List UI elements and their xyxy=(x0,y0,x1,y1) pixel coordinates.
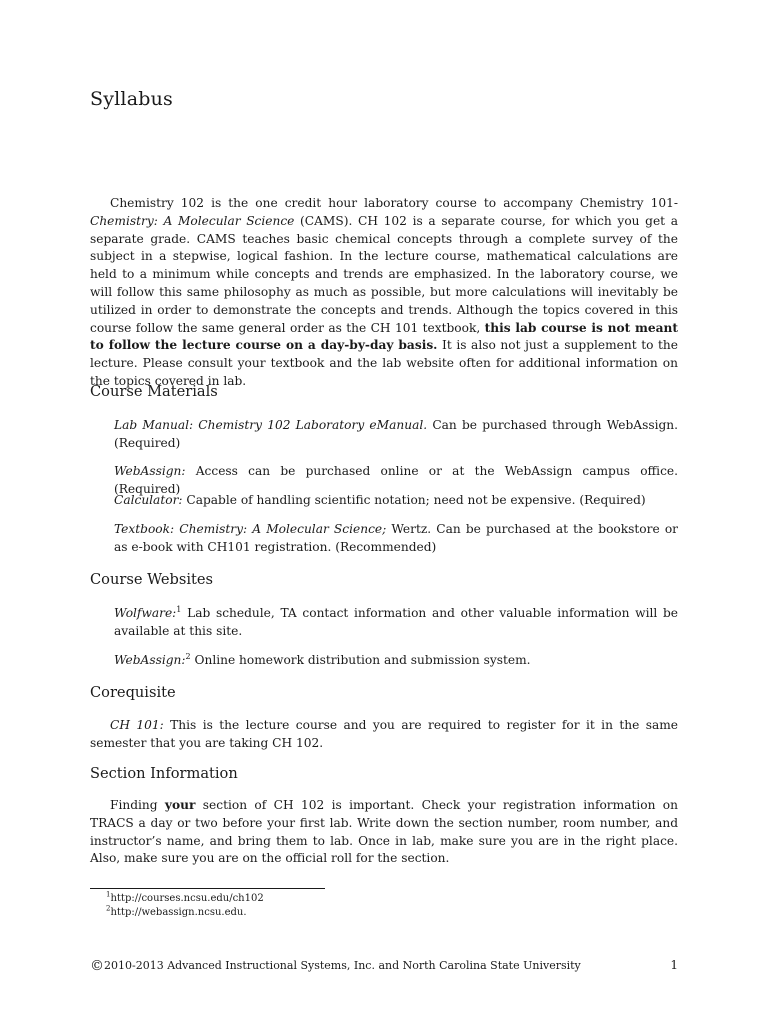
emphasis-statement: this lab course is not meant to follow the lecture course on a day-by-day basis. xyxy=(90,320,678,353)
footnote-2: $^2$http://webassign.ncsu.edu. xyxy=(106,904,247,918)
corequisite-paragraph: CH 101: This is the lecture course and you are required to register for it in the same semester that you are taking CH 102. xyxy=(90,718,679,750)
footnote-mark-1: 1 xyxy=(176,604,182,614)
footnote-mark-2: 2 xyxy=(185,651,191,661)
cams-title: Chemistry: A Molecular Science xyxy=(90,213,295,228)
footnote-divider xyxy=(90,888,325,889)
document-page xyxy=(90,0,678,1024)
page-number: 1 xyxy=(670,958,678,972)
website-webassign: WebAssign:$^2$ Online homework distribution and submission system. xyxy=(114,651,531,667)
heading-corequisite: Corequisite xyxy=(90,684,176,701)
heading-course-materials: Course Materials xyxy=(90,383,218,400)
material-textbook: Textbook: Chemistry: A Molecular Science; Wertz. Can be purchased at the bookstore or as e-book with CH101 registration. (Recommended) xyxy=(114,522,678,554)
footnote-url-1[interactable]: http://courses.ncsu.edu/ch102 xyxy=(110,893,264,904)
material-webassign: WebAssign: Access can be purchased online or at the WebAssign campus office. (Required) xyxy=(114,464,678,496)
website-wolfware: Wolfware:$^1$ Lab schedule, TA contact information and other valuable information will be available at this site. xyxy=(114,604,678,638)
heading-section-information: Section Information xyxy=(90,765,238,782)
material-lab-manual: Lab Manual: Chemistry 102 Laboratory eManual. Can be purchased through WebAssign. (Required) xyxy=(114,418,678,450)
heading-course-websites: Course Websites xyxy=(90,571,214,588)
copyright-notice: ©2010-2013 Advanced Instructional Systems, Inc. and North Carolina State University xyxy=(90,958,581,974)
footnote-url-2[interactable]: http://webassign.ncsu.edu. xyxy=(110,907,247,918)
section-paragraph: Finding your section of CH 102 is important. Check your registration information on TRACS a day or two before your first lab. Write down the section number, room number, and instructor’s name, and bring them to lab. Once in lab, make sure you are in the right place. Also, make sure you are on the official roll for the section. xyxy=(90,798,678,866)
material-calculator: Calculator: Capable of handling scientific notation; need not be expensive. (Required) xyxy=(114,493,646,507)
page-title: Syllabus xyxy=(90,88,173,110)
intro-paragraph: Chemistry 102 is the one credit hour laboratory course to accompany Chemistry 101-Chemistry: A Molecular Science (CAMS). CH 102 is a separate course, for which you get a separate grade. CAMS teaches basic chemical concepts through a complete survey of the subject in a stepwise, logical fashion. In the lecture course, mathematical calculations are held to a minimum while concepts and trends are emphasized. In the laboratory course, we will follow this same philosophy as much as possible, but more calculations will inevitably be utilized in order to demonstrate the concepts and trends. Although the topics covered in this course follow the same general order as the CH 101 textbook, this lab course is not meant to follow the lecture course on a day-by-day basis. It is also not just a supplement to the lecture. Please consult your textbook and the lab website often for additional information on the topics covered in lab. xyxy=(90,196,679,388)
footnote-1: $^1$http://courses.ncsu.edu/ch102 xyxy=(106,890,264,904)
copyright-icon: © xyxy=(90,958,104,974)
